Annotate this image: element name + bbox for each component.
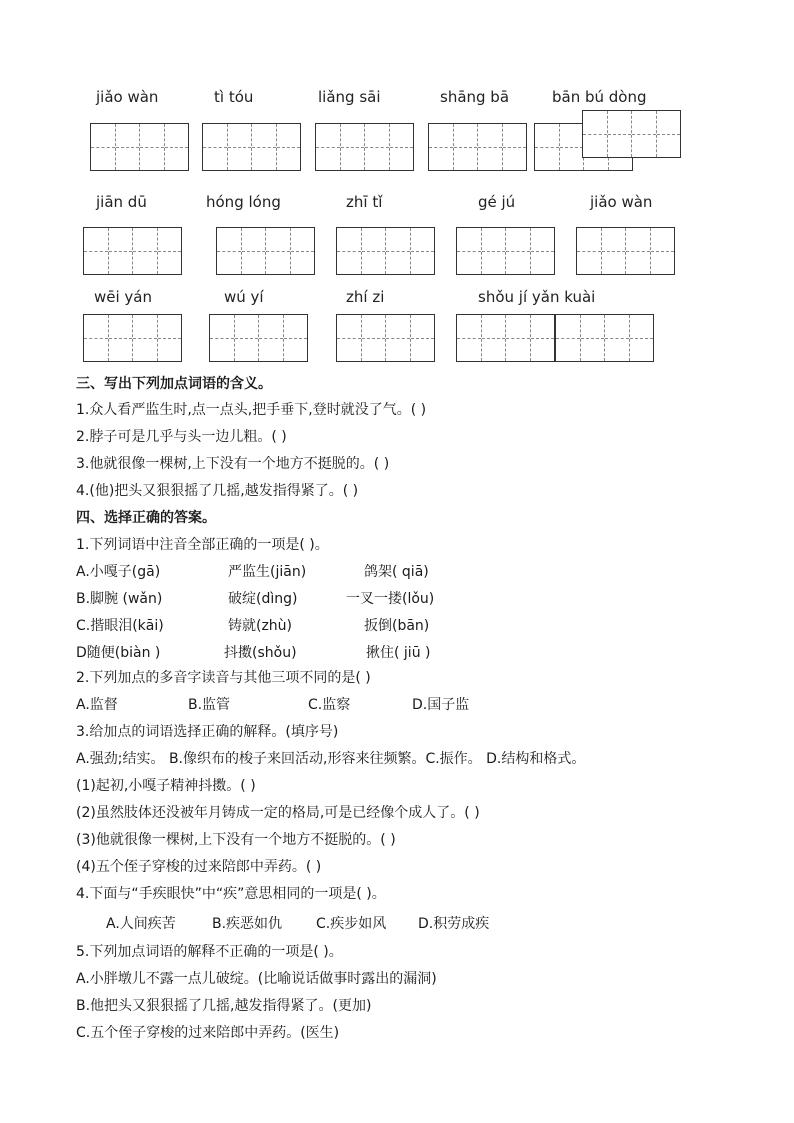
pinyin-label: jiān dū — [96, 193, 147, 211]
writing-grid[interactable] — [202, 123, 301, 171]
pinyin-label: bān bú dòng — [552, 88, 647, 106]
q5-option: B.他把头又狠狠摇了几摇,越发指得紧了。(更加) — [76, 998, 372, 1014]
writing-grid[interactable] — [456, 227, 555, 275]
q5-stem: 5.下列加点词语的解释不正确的一项是( )。 — [76, 944, 343, 960]
q1-option: 铸就(zhù) — [228, 618, 293, 634]
q1-option: 一叉一搂(lǒu) — [346, 591, 435, 607]
q3-item: (1)起初,小嘎子精神抖擞。( ) — [76, 778, 256, 794]
q1-option: 鸽架( qiā) — [364, 564, 429, 580]
q1-option: 抖擞(shǒu) — [224, 645, 297, 661]
pinyin-label: liǎng sāi — [318, 88, 381, 106]
q3-stem: 3.给加点的词语选择正确的解释。(填序号) — [76, 724, 339, 740]
pinyin-label: zhí zi — [346, 288, 385, 306]
q4-stem: 4.下面与“手疾眼快”中“疾”意思相同的一项是( )。 — [76, 886, 386, 902]
pinyin-label: zhī tǐ — [346, 193, 383, 211]
writing-grid[interactable] — [216, 227, 315, 275]
q4-option: C.疾步如风 — [316, 916, 387, 932]
q4-option: A.人间疾苦 — [106, 916, 176, 932]
pinyin-label: hóng lóng — [206, 193, 281, 211]
pinyin-label: wú yí — [224, 288, 264, 306]
q1-option: A.小嘎子(gā) — [76, 564, 161, 580]
q2-option: D.国子监 — [412, 697, 470, 713]
writing-grid[interactable] — [315, 123, 414, 171]
section3-item: 2.脖子可是几乎与头一边儿粗。( ) — [76, 429, 287, 445]
q2-option: C.监察 — [308, 697, 351, 713]
pinyin-label: wēi yán — [94, 288, 153, 306]
writing-grid[interactable] — [209, 314, 308, 362]
q5-option: C.五个侄子穿梭的过来陪郎中弄药。(医生) — [76, 1025, 340, 1041]
q2-option: A.监督 — [76, 697, 118, 713]
pinyin-label: jiǎo wàn — [590, 193, 653, 211]
q1-option: D随便(biàn ) — [76, 645, 161, 661]
q1-option: B.脚腕 (wǎn) — [76, 591, 163, 607]
writing-grid[interactable] — [336, 227, 435, 275]
q5-option: A.小胖墩儿不露一点儿破绽。(比喻说话做事时露出的漏洞) — [76, 971, 437, 987]
pinyin-label: tì tóu — [214, 88, 254, 106]
writing-grid[interactable] — [428, 123, 527, 171]
writing-grid[interactable] — [456, 314, 555, 362]
q4-option: D.积劳成疾 — [418, 916, 490, 932]
q3-choices: A.强劲;结实。 B.像织布的梭子来回活动,形容来往频繁。C.振作。 D.结构和格式。 — [76, 751, 586, 767]
writing-grid[interactable] — [555, 314, 654, 362]
q3-item: (2)虽然肢体还没被年月铸成一定的格局,可是已经像个成人了。( ) — [76, 805, 480, 821]
q1-option: 严监生(jiān) — [228, 564, 307, 580]
q1-stem: 1.下列词语中注音全部正确的一项是( )。 — [76, 537, 329, 553]
section3-title: 三、写出下列加点词语的含义。 — [76, 376, 272, 392]
q3-item: (3)他就很像一棵树,上下没有一个地方不挺脱的。( ) — [76, 832, 396, 848]
q1-option: 破绽(dìng) — [228, 591, 298, 607]
writing-grid[interactable] — [83, 227, 182, 275]
q2-option: B.监管 — [188, 697, 231, 713]
section4-title: 四、选择正确的答案。 — [76, 510, 216, 526]
q1-option: 揪住( jiū ) — [366, 645, 431, 661]
writing-grid[interactable] — [83, 314, 182, 362]
q1-option: C.揩眼泪(kāi) — [76, 618, 164, 634]
writing-grid[interactable] — [582, 110, 681, 158]
pinyin-label: gé jú — [478, 193, 516, 211]
writing-grid[interactable] — [90, 123, 189, 171]
q3-item: (4)五个侄子穿梭的过来陪郎中弄药。( ) — [76, 859, 322, 875]
section3-item: 4.(他)把头又狠狠摇了几摇,越发指得紧了。( ) — [76, 483, 359, 499]
section3-item: 1.众人看严监生时,点一点头,把手垂下,登时就没了气。( ) — [76, 402, 427, 418]
writing-grid[interactable] — [336, 314, 435, 362]
writing-grid[interactable] — [576, 227, 675, 275]
section3-item: 3.他就很像一棵树,上下没有一个地方不挺脱的。( ) — [76, 456, 390, 472]
q1-option: 扳倒(bān) — [364, 618, 430, 634]
q4-option: B.疾恶如仇 — [212, 916, 283, 932]
pinyin-label: shāng bā — [440, 88, 510, 106]
pinyin-label: jiǎo wàn — [96, 88, 159, 106]
pinyin-label: shǒu jí yǎn kuài — [478, 288, 596, 306]
q2-stem: 2.下列加点的多音字读音与其他三项不同的是( ) — [76, 670, 371, 686]
